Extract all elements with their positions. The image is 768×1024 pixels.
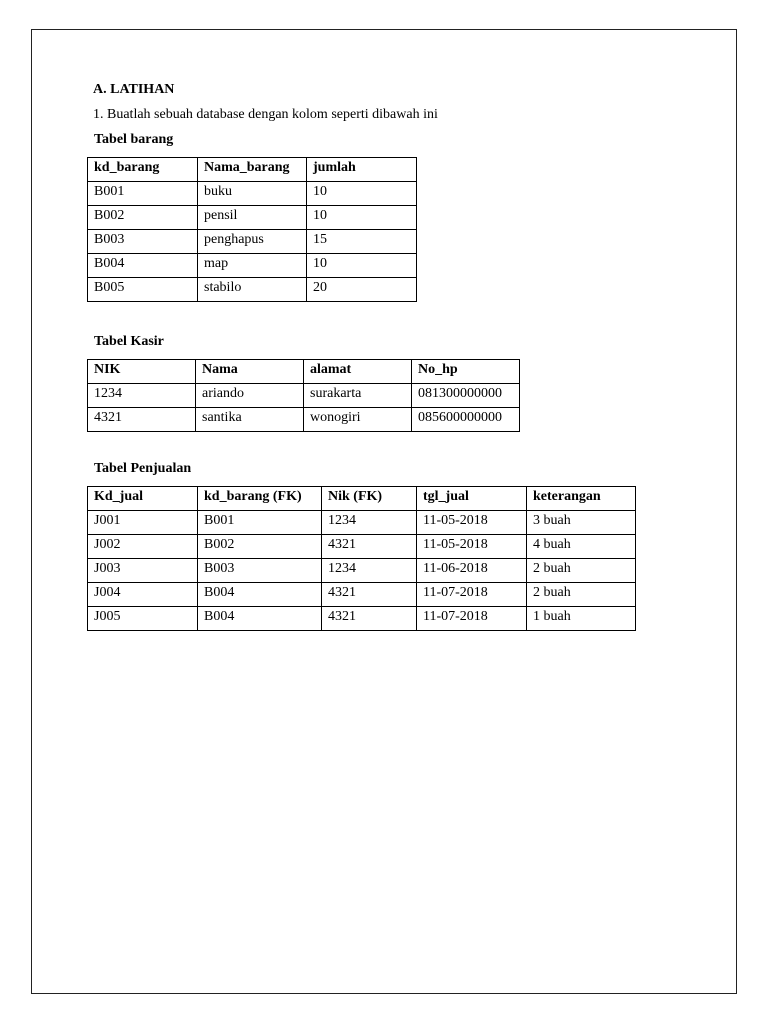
table-cell: stabilo bbox=[198, 278, 307, 302]
table-cell: wonogiri bbox=[304, 408, 412, 432]
table-cell: 10 bbox=[307, 206, 417, 230]
section-heading: A. LATIHAN bbox=[93, 82, 175, 97]
table-cell: B001 bbox=[198, 511, 322, 535]
table-row bbox=[88, 511, 636, 535]
column-header: keterangan bbox=[527, 487, 636, 511]
table-row bbox=[88, 384, 520, 408]
table-cell: pensil bbox=[198, 206, 307, 230]
table-row bbox=[88, 182, 417, 206]
table-cell: buku bbox=[198, 182, 307, 206]
table-row bbox=[88, 583, 636, 607]
table-barang bbox=[87, 157, 417, 302]
table-cell: 11-05-2018 bbox=[417, 511, 527, 535]
table-row bbox=[88, 535, 636, 559]
column-header: kd_barang bbox=[88, 158, 198, 182]
column-header: No_hp bbox=[412, 360, 520, 384]
column-header: Nik (FK) bbox=[322, 487, 417, 511]
table-row bbox=[88, 230, 417, 254]
table-cell: 15 bbox=[307, 230, 417, 254]
table-penjualan bbox=[87, 486, 636, 631]
table-row bbox=[88, 607, 636, 631]
table-title-kasir: Tabel Kasir bbox=[94, 334, 164, 349]
table-cell: 10 bbox=[307, 182, 417, 206]
table-cell: 085600000000 bbox=[412, 408, 520, 432]
table-cell: 11-07-2018 bbox=[417, 583, 527, 607]
table-cell: 2 buah bbox=[527, 583, 636, 607]
table-cell: 1234 bbox=[88, 384, 196, 408]
table-cell: B004 bbox=[198, 607, 322, 631]
document-page bbox=[31, 29, 737, 994]
table-row bbox=[88, 408, 520, 432]
table-cell: 4321 bbox=[322, 607, 417, 631]
table-cell: 1234 bbox=[322, 559, 417, 583]
table-cell: J003 bbox=[88, 559, 198, 583]
table-cell: B004 bbox=[88, 254, 198, 278]
table-cell: 10 bbox=[307, 254, 417, 278]
table-header-row bbox=[88, 158, 417, 182]
table-cell: 1234 bbox=[322, 511, 417, 535]
table-cell: santika bbox=[196, 408, 304, 432]
table-row bbox=[88, 559, 636, 583]
column-header: Nama_barang bbox=[198, 158, 307, 182]
table-cell: surakarta bbox=[304, 384, 412, 408]
table-cell: 11-07-2018 bbox=[417, 607, 527, 631]
table-header-row bbox=[88, 487, 636, 511]
table-cell: 1 buah bbox=[527, 607, 636, 631]
table-cell: 4321 bbox=[88, 408, 196, 432]
column-header: tgl_jual bbox=[417, 487, 527, 511]
table-cell: 4321 bbox=[322, 535, 417, 559]
table-cell: B001 bbox=[88, 182, 198, 206]
column-header: jumlah bbox=[307, 158, 417, 182]
table-cell: B002 bbox=[88, 206, 198, 230]
table-cell: B003 bbox=[88, 230, 198, 254]
table-row bbox=[88, 254, 417, 278]
table-cell: 11-06-2018 bbox=[417, 559, 527, 583]
page-content bbox=[32, 30, 736, 993]
table-cell: ariando bbox=[196, 384, 304, 408]
table-cell: 3 buah bbox=[527, 511, 636, 535]
table-cell: 11-05-2018 bbox=[417, 535, 527, 559]
table-title-penjualan: Tabel Penjualan bbox=[94, 461, 192, 476]
table-header-row bbox=[88, 360, 520, 384]
instruction-text: 1. Buatlah sebuah database dengan kolom seperti dibawah ini bbox=[93, 107, 438, 122]
table-cell: J005 bbox=[88, 607, 198, 631]
table-cell: J001 bbox=[88, 511, 198, 535]
table-cell: B004 bbox=[198, 583, 322, 607]
table-cell: B005 bbox=[88, 278, 198, 302]
table-cell: B002 bbox=[198, 535, 322, 559]
table-cell: J004 bbox=[88, 583, 198, 607]
column-header: kd_barang (FK) bbox=[198, 487, 322, 511]
table-cell: map bbox=[198, 254, 307, 278]
table-cell: 2 buah bbox=[527, 559, 636, 583]
table-cell: J002 bbox=[88, 535, 198, 559]
table-cell: 081300000000 bbox=[412, 384, 520, 408]
column-header: alamat bbox=[304, 360, 412, 384]
table-cell: 4321 bbox=[322, 583, 417, 607]
column-header: Kd_jual bbox=[88, 487, 198, 511]
column-header: NIK bbox=[88, 360, 196, 384]
table-cell: 4 buah bbox=[527, 535, 636, 559]
table-row bbox=[88, 278, 417, 302]
table-kasir bbox=[87, 359, 520, 432]
table-cell: penghapus bbox=[198, 230, 307, 254]
table-title-barang: Tabel barang bbox=[94, 132, 174, 147]
table-cell: 20 bbox=[307, 278, 417, 302]
column-header: Nama bbox=[196, 360, 304, 384]
table-row bbox=[88, 206, 417, 230]
table-cell: B003 bbox=[198, 559, 322, 583]
